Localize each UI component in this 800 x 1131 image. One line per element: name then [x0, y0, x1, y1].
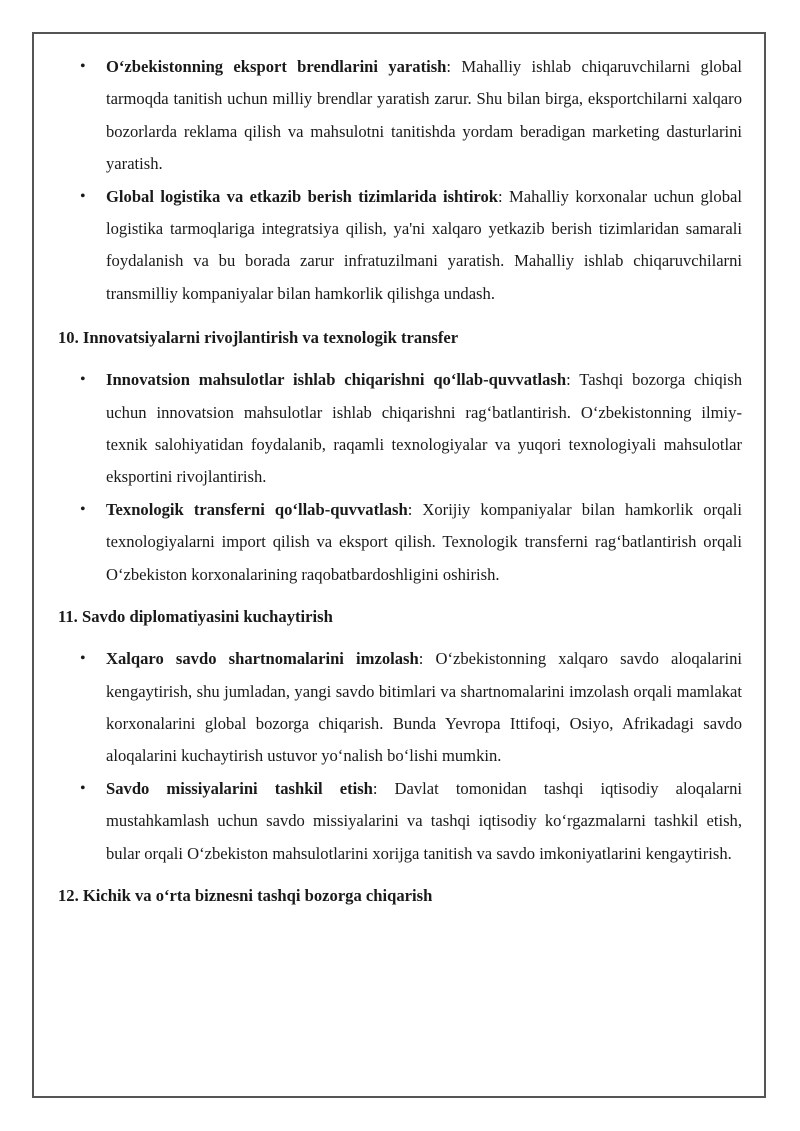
bullet-title: Xalqaro savdo shartnomalarini imzolash	[106, 649, 419, 669]
bullet-title: Innovatsion mahsulotlar ishlab chiqarishni qo‘llab-quvvatlash	[106, 370, 567, 390]
section-heading-11: 11. Savdo diplomatiyasini kuchaytirish	[58, 607, 333, 627]
bullet-title: O‘zbekistonning eksport brendlarini yaratish	[106, 57, 447, 76]
section-heading-10: 10. Innovatsiyalarni rivojlantirish va texnologik transfer	[58, 328, 459, 348]
list-item	[58, 494, 742, 591]
bullet-text: : Mahalliy ishlab chiqaruvchilarni global tarmoqda tanitish uchun milliy brendlar yaratish zarur. Shu bilan birga, eksportchilarni xalqaro bozorlarda reklama qilish va mahsulotni tanitishda yordam beradigan marketing dasturlarini yaratish.	[106, 57, 742, 174]
bullet-text: : O‘zbekistonning xalqaro savdo aloqalarini kengaytirish, shu jumladan, yangi savdo bitimlari va shartnomalarini imzolash orqali mamlakat korxonalarini global bozorga chiqarish. Bunda Yevropa Ittifoqi, Osiyo, Afrikadagi savdo aloqalarini kuchaytirish ustuvor yo‘nalish bo‘lishi mumkin.	[106, 649, 743, 766]
list-item	[58, 181, 742, 311]
bullet-dot: •	[80, 58, 86, 75]
list-item	[58, 364, 742, 494]
bullet-text: : Mahalliy korxonalar uchun global logistika tarmoqlariga integratsiya qilish, ya'ni xalqaro yetkazib berish tizimlaridan samarali foydalanish va bu borada zarur infratuzilmani yaratish. Mahalliy ishlab chiqaruvchilarni transmilliy kompaniyalar bilan hamkorlik qilishga undash.	[106, 186, 742, 303]
bullet-dot: •	[80, 371, 86, 389]
section-heading-12: 12. Kichik va o‘rta biznesni tashqi bozorga chiqarish	[58, 885, 433, 905]
document-body	[58, 51, 742, 908]
list-item	[58, 773, 742, 870]
top-bullet-list	[58, 51, 742, 310]
bullet-text: : Davlat tomonidan tashqi iqtisodiy aloqalarni mustahkamlash uchun savdo missiyalarini va tashqi iqtisodiy ko‘rgazmalarni tashkil etish, bular orqali O‘zbekiston mahsulotlarini xorijga tanitish va savdo imkoniyatlarini kengaytirish.	[106, 778, 742, 863]
bullet-dot: •	[80, 187, 86, 205]
section-11-bullet-list	[58, 643, 742, 870]
section-10-bullet-list	[58, 364, 742, 591]
bullet-text: : Xorijiy kompaniyalar bilan hamkorlik orqali texnologiyalarni import qilish va eksport qilish. Texnologik transferni rag‘batlantirish orqali O‘zbekiston korxonalarining raqobatbardoshligini oshirish.	[106, 499, 742, 584]
bullet-dot: •	[80, 650, 86, 668]
list-item	[58, 643, 742, 773]
bullet-title: Savdo missiyalarini tashkil etish	[106, 778, 373, 798]
list-item	[58, 51, 742, 181]
bullet-dot: •	[80, 500, 86, 518]
bullet-dot: •	[80, 779, 86, 797]
bullet-title: Texnologik transferni qo‘llab-quvvatlash	[106, 499, 408, 519]
bullet-title: Global logistika va etkazib berish tizimlarida ishtirok	[106, 186, 499, 206]
bullet-text: : Tashqi bozorga chiqish uchun innovatsion mahsulotlar ishlab chiqarishni rag‘batlantirish. O‘zbekistonning ilmiy-texnik salohiyatidan foydalanib, raqamli texnologiyalar va yuqori texnologiyali mahsulotlar eksportini rivojlantirish.	[106, 370, 742, 487]
